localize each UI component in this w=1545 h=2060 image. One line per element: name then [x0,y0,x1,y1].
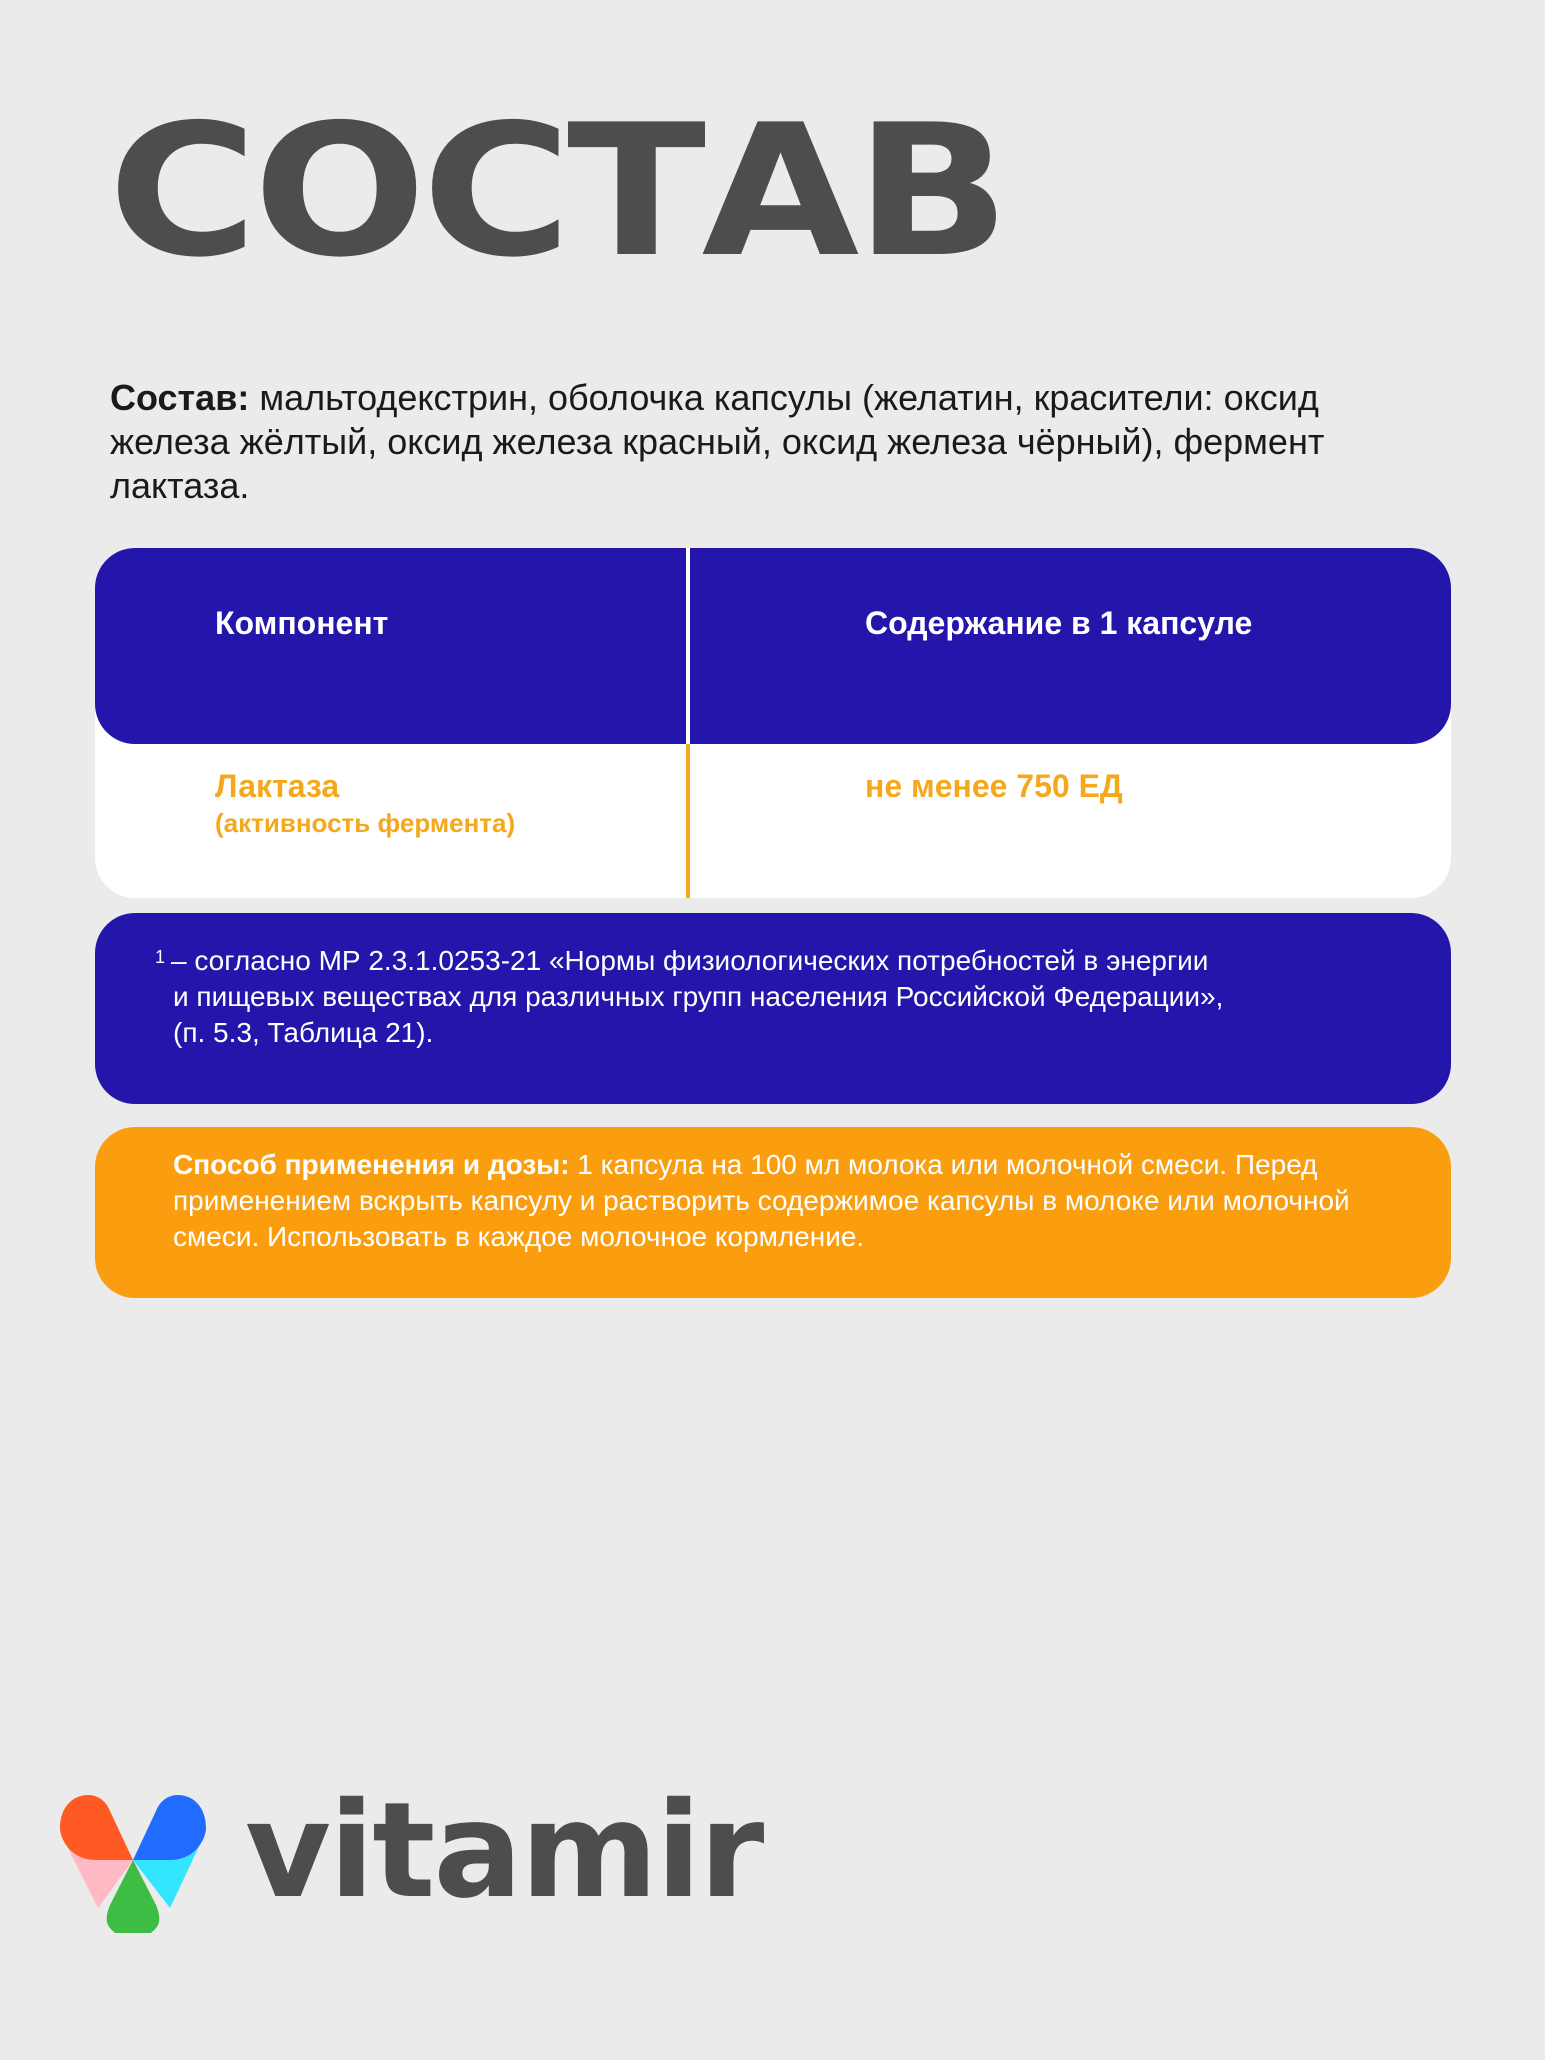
usage-label: Способ применения и дозы: [173,1149,570,1180]
footnote-box [95,913,1451,1104]
footnote-marker: 1 [155,947,166,967]
page-title: СОСТАВ [108,85,1006,297]
usage-text: 1 капсула на 100 мл молока или молочной смеси. Перед применением вскрыть капсулу и растворить содержимое капсулы в молоке или молочной смеси. Использовать в каждое молочное кормление. [173,1149,1350,1252]
footnote-line-3: (п. 5.3, Таблица 21). [173,1017,434,1048]
composition-paragraph [110,376,1410,508]
footnote-line-2: и пищевых веществах для различных групп населения Российской Федерации», [173,981,1224,1012]
table-header [95,548,1451,744]
footnote-line-1: – согласно МР 2.3.1.0253-21 «Нормы физиологических потребностей в энергии [171,945,1209,976]
brand-name: vitamir [245,1774,763,1928]
composition-text: мальтодекстрин, оболочка капсулы (желатин, красители: оксид железа жёлтый, оксид железа красный, оксид железа чёрный), фермент лактаза. [110,377,1325,506]
usage-box [95,1127,1451,1298]
header-divider [686,548,690,744]
component-name: Лактаза [215,768,340,804]
row-divider [686,744,690,898]
composition-label: Состав: [110,377,250,418]
header-content-per-capsule: Содержание в 1 капсуле [865,605,1253,641]
table-cell-amount: не менее 750 ЕД [865,768,1123,804]
component-note: (активность фермента) [215,808,516,838]
composition-table [95,548,1451,898]
header-component: Компонент [215,605,389,641]
table-cell-component [215,766,515,840]
v-drops-logo-icon [58,1793,218,1933]
